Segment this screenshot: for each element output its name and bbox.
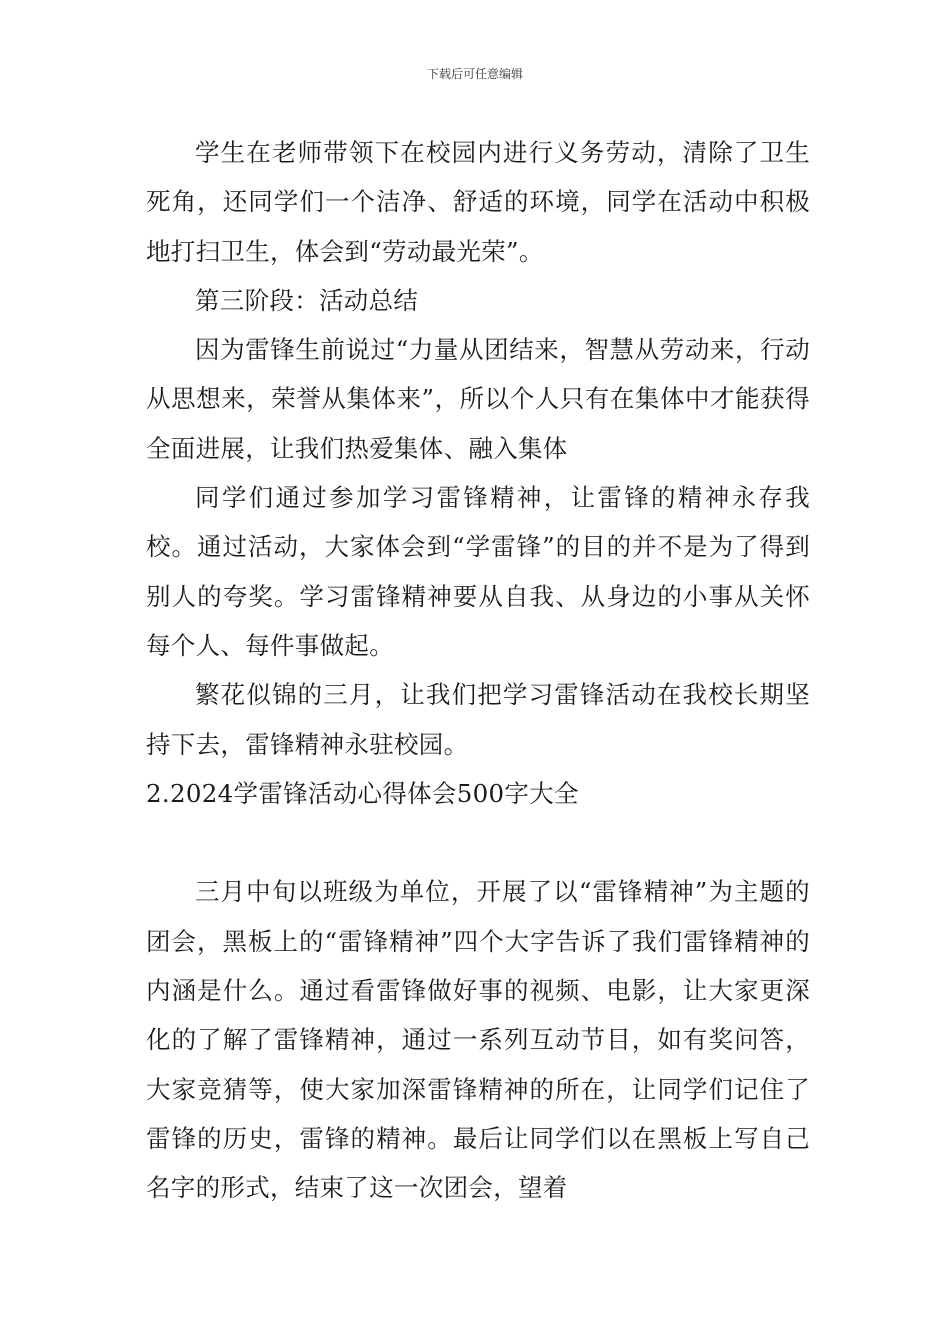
document-body <box>146 128 810 1213</box>
page-header: 下载后可任意编辑 <box>426 67 523 81</box>
paragraph-stage-three: 第三阶段：活动总结 <box>195 285 419 315</box>
paragraph-spirit: 同学们通过参加学习雷锋精神，让雷锋的精神永存我校。通过活动，大家体会到“学雷锋”的目的并不是为了得到别人的夸奖。学习雷锋精神要从自我、从身边的小事从关怀每个人、每件事做起。 <box>146 483 810 660</box>
blank-line <box>146 818 810 867</box>
paragraph-labor: 学生在老师带领下在校园内进行义务劳动，清除了卫生死角，还同学们一个洁净、舒适的环境，同学在活动中积极地打扫卫生，体会到“劳动最光荣”。 <box>146 138 810 266</box>
paragraph-team-meeting: 三月中旬以班级为单位，开展了以“雷锋精神”为主题的团会，黑板上的“雷锋精神”四个大字告诉了我们雷锋精神的内涵是什么。通过看雷锋做好事的视频、电影，让大家更深化的了解了雷锋精神，通过一系列互动节目，如有奖问答，大家竞猜等，使大家加深雷锋精神的所在，让同学们记住了雷锋的历史，雷锋的精神。最后让同学们以在黑板上写自己名字的形式，结束了这一次团会，望着 <box>146 877 810 1203</box>
paragraph-collective: 因为雷锋生前说过“力量从团结来，智慧从劳动来，行动从思想来，荣誉从集体来”，所以个人只有在集体中才能获得全面进展，让我们热爱集体、融入集体 <box>146 335 810 463</box>
paragraph-march: 繁花似锦的三月，让我们把学习雷锋活动在我校长期坚持下去，雷锋精神永驻校园。 <box>146 680 810 759</box>
section-heading: 2.2024学雷锋活动心得体会500字大全 <box>146 778 579 808</box>
